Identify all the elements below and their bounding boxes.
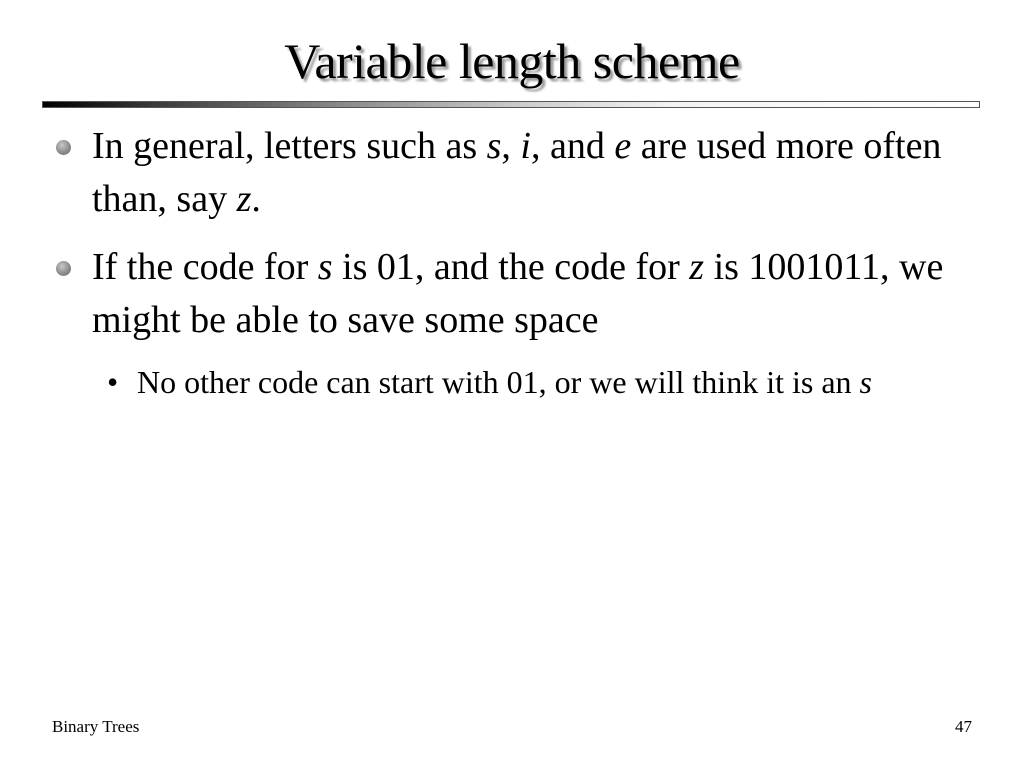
page-number: 47	[955, 717, 972, 736]
bullet-dot-icon	[56, 261, 71, 276]
bullet-dot-icon	[56, 140, 71, 155]
bullet-2-text: If the code for s is 01, and the code for z is 1001011, we might be able to save some space	[92, 246, 944, 341]
slide-title: Variable length scheme	[284, 33, 740, 89]
bullet-1-text: In general, letters such as s, i, and e are used more often than, say z.	[92, 125, 942, 220]
sub-bullet-1-text: No other code can start with 01, or we will think it is an s	[137, 364, 872, 400]
bullet-item-1	[92, 120, 952, 226]
footer-title: Binary Trees	[52, 717, 140, 736]
bullet-item-2	[92, 241, 952, 347]
title-divider	[42, 101, 980, 108]
sub-bullet-marker: •	[107, 364, 119, 400]
sub-bullet-item-1	[107, 361, 957, 403]
